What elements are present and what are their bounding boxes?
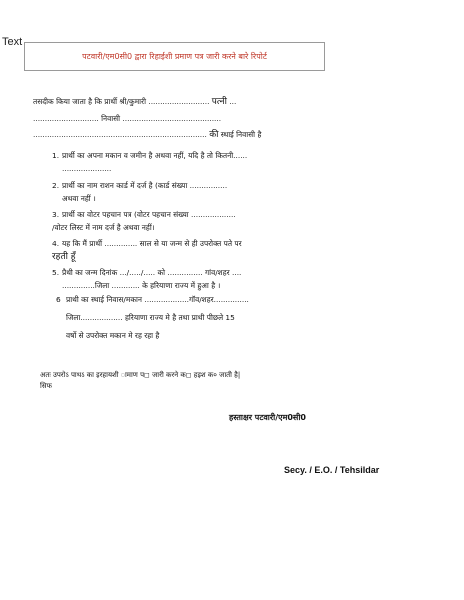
item-5-line-1: [52, 267, 241, 279]
item-4-line-1: [52, 238, 242, 250]
item-number: 6: [56, 295, 61, 304]
recommendation-line: अतः उपरोऽ पाथऽ का इरहायशी ◌ामाण प◻ जारी करने क◻ हइश क० जाती है|: [40, 371, 241, 379]
item-number: 2.: [52, 181, 60, 190]
intro-line-1-text: तसदीक किया जाता है कि प्रार्थी श्री/कुमारी ..........................: [33, 97, 212, 106]
signature-label: हस्ताक्षर पटवारी/एम0सी0: [229, 413, 306, 422]
item-text: प्रार्थी का वोटर पहचान पत्र (वोटर पहचान संख्या ...................: [62, 210, 236, 219]
item-number: 3.: [52, 210, 60, 219]
item-5-line-2: ..............जिला ............ के हरियाणा राज्य में हुआ है ।: [62, 281, 221, 290]
item-text: प्राथी का स्थाई निवास/मकान ...................गॉव/शहर...............: [66, 295, 249, 304]
item-text: प्रैथी का जन्म दिनांक .../...../..... को ............... गांव/शहर ....: [62, 268, 242, 277]
recommendation-line-2: सिफ: [40, 382, 52, 390]
intro-line-3-dots: ..........................................................................: [33, 130, 210, 139]
intro-ki: की: [209, 130, 219, 140]
item-text: यह कि मैं प्रार्थी .............. साल से या जन्म से ही उपरोक्त पते पर: [62, 239, 242, 248]
item-1-line-2: .....................: [62, 164, 112, 173]
item-number: 4.: [52, 239, 60, 248]
document-title: पटवारी/एम0सी0 द्वारा रिहाईशी प्रमाण पत्र जारी करने बारे रिपोर्ट: [82, 52, 267, 61]
intro-line-1-dots: ...: [226, 97, 237, 106]
title-box: [24, 42, 325, 71]
intro-line-3-text: स्थाई निवासी है: [218, 130, 262, 139]
item-4-line-2: रहती हूँ: [52, 252, 76, 262]
item-number: 1.: [52, 151, 60, 160]
intro-line-1: [33, 95, 236, 109]
item-text: प्रार्थी का नाम राशन कार्ड में दर्ज है (कार्ड संख्या ................: [62, 181, 228, 190]
item-2-line-1: [52, 180, 227, 192]
item-text: प्रार्थी का अपना मकान व जमीन है अथवा नहीं, यदि है तो कितनी......: [62, 151, 248, 160]
corner-label: Text: [2, 36, 23, 48]
intro-line-2: ............................ निवासी ..........................................: [33, 114, 222, 123]
district-line: जिला.................. हरियाणा राज्य मे है तथा प्राथी पीछले 15: [66, 313, 235, 322]
item-6-line-1: [56, 294, 249, 306]
item-3-line-2: /वोटर लिस्ट में नाम दर्ज है अथवा नहीं।: [52, 223, 155, 232]
designation-label: Secy. / E.O. / Tehsildar: [284, 465, 380, 475]
item-2-line-2: अथवा नहीं ।: [62, 194, 96, 203]
item-number: 5.: [52, 268, 60, 277]
intro-patni: पत्नी: [211, 97, 227, 107]
years-line: वर्षो से उपरोक्त मकान मे रह रहा है: [66, 331, 160, 340]
item-3-line-1: [52, 209, 236, 221]
intro-line-3: [33, 128, 261, 142]
item-1-line-1: [52, 150, 247, 162]
